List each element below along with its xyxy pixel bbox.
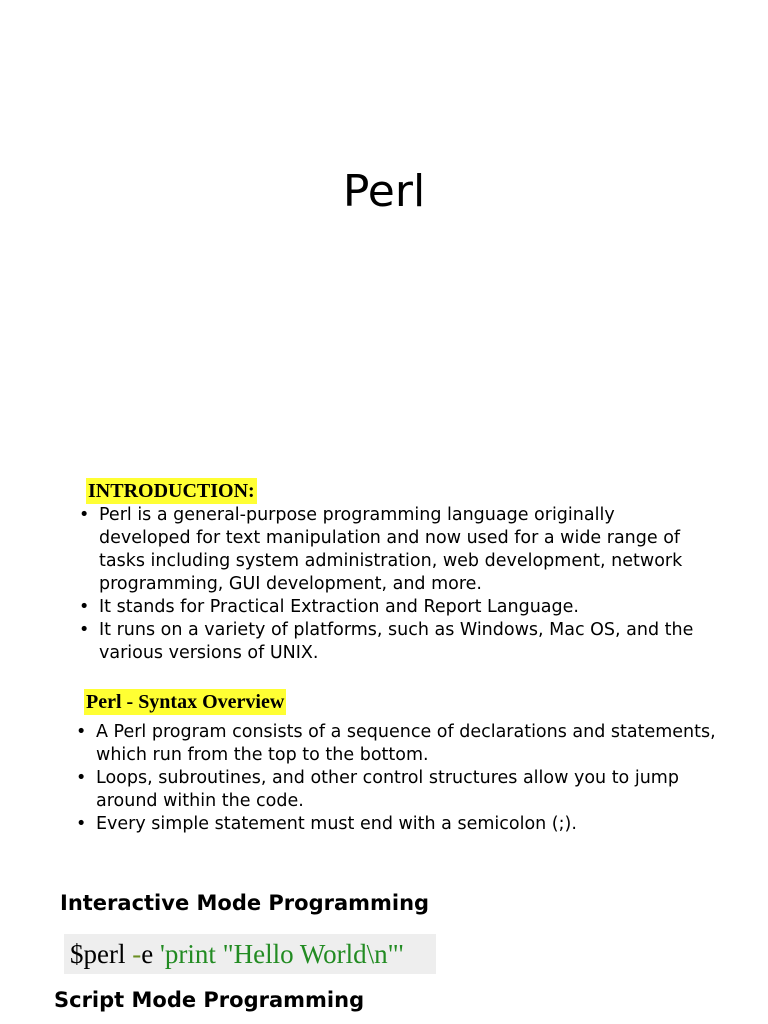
syntax-overview-heading: Perl - Syntax Overview <box>86 691 285 713</box>
page-title: Perl <box>342 166 426 217</box>
bullet-icon: • <box>79 620 90 640</box>
bullet-text: It runs on a variety of platforms, such as Windows, Mac OS, and the various versions of UNIX. <box>99 620 694 663</box>
list-item <box>79 504 699 596</box>
code-snippet <box>64 934 436 974</box>
code-string: 'print "Hello World\n"' <box>159 939 404 969</box>
bullet-icon: • <box>76 814 87 834</box>
script-mode-heading: Script Mode Programming <box>54 988 365 1012</box>
syntax-overview-bullet-list <box>76 721 716 836</box>
bullet-text: Perl is a general-purpose programming language originally developed for text manipulation and now used for a wide range of tasks including system administration, web development, network programming, GUI development, and more. <box>99 505 683 594</box>
code-flag-letter: e <box>141 939 160 969</box>
list-item <box>79 619 699 665</box>
introduction-heading: INTRODUCTION: <box>88 480 255 502</box>
list-item <box>76 767 716 813</box>
code-flag-dash: - <box>132 939 142 969</box>
bullet-text: A Perl program consists of a sequence of declarations and statements, which run from the top to the bottom. <box>96 722 716 765</box>
bullet-icon: • <box>76 722 87 742</box>
bullet-icon: • <box>76 768 87 788</box>
bullet-text: It stands for Practical Extraction and Report Language. <box>99 597 579 617</box>
bullet-text: Loops, subroutines, and other control structures allow you to jump around within the code. <box>96 768 679 811</box>
list-item <box>79 596 699 619</box>
bullet-text: Every simple statement must end with a semicolon (;). <box>96 814 577 834</box>
list-item <box>76 813 716 836</box>
list-item <box>76 721 716 767</box>
code-command: $perl <box>70 939 133 969</box>
bullet-icon: • <box>79 505 90 525</box>
introduction-bullet-list <box>79 504 699 665</box>
bullet-icon: • <box>79 597 90 617</box>
interactive-mode-heading: Interactive Mode Programming <box>60 891 430 915</box>
